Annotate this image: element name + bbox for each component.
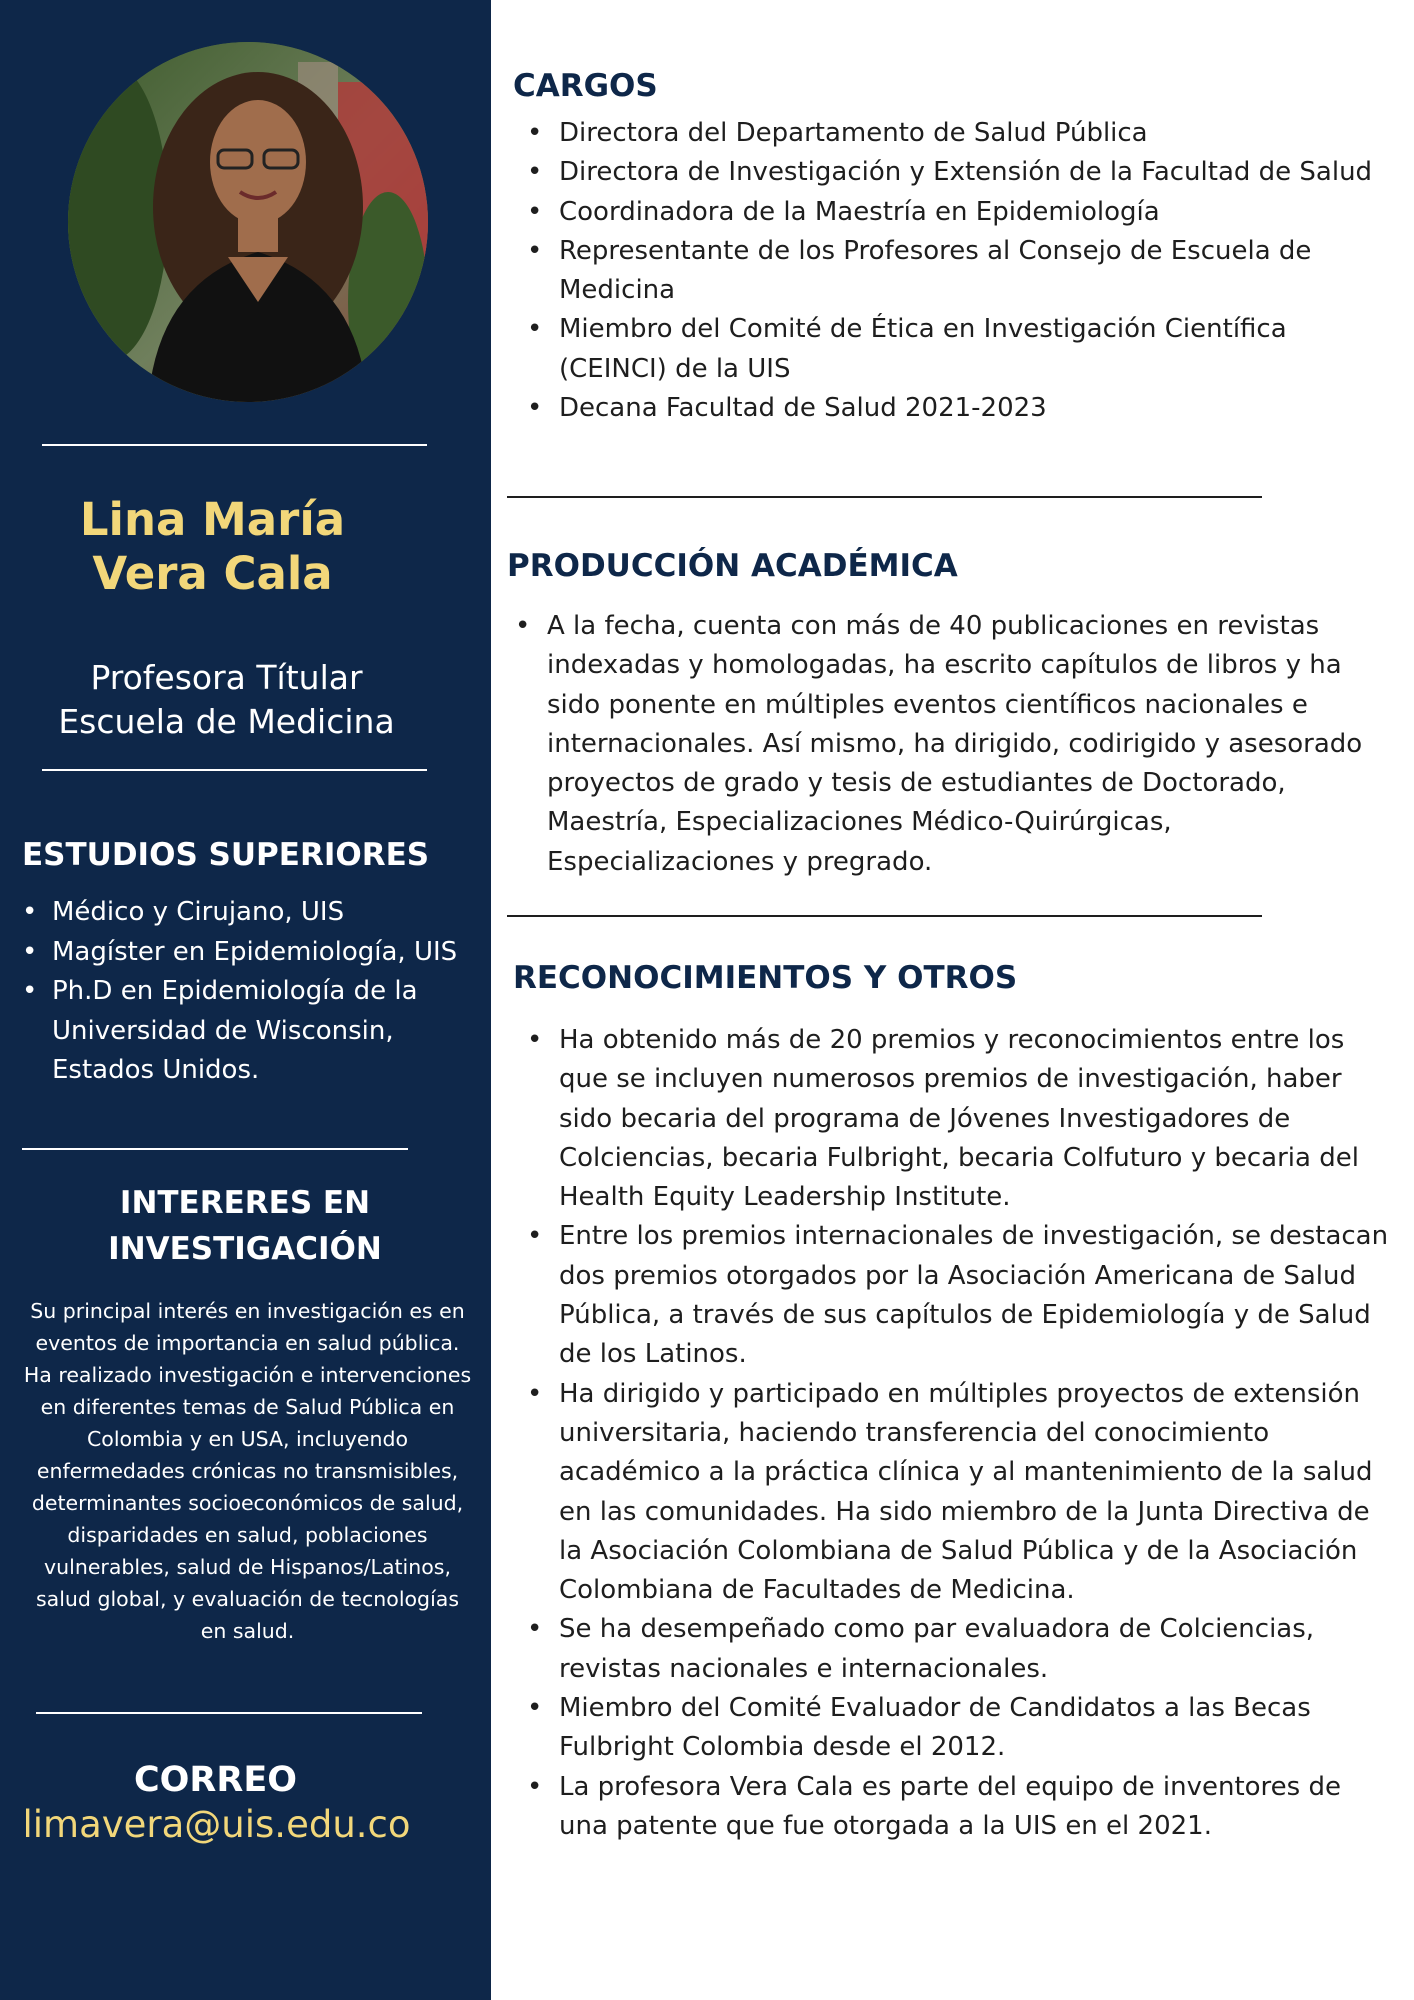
list-item: • Ha obtenido más de 20 premios y reconocimientos entre los que se incluyen numerosos premios de investigación, haber sido becaria del programa de Jóvenes Investigadores de Colciencias, becaria Fulbright, becaria Colfuturo y becaria del Health Equity Leadership Institute.	[513, 1021, 1393, 1217]
list-item: • Entre los premios internacionales de investigación, se destacan dos premios otorgados por la Asociación Americana de Salud Pública, a través de sus capítulos de Epidemiología y de Salud de los Latinos.	[513, 1217, 1393, 1374]
sidebar	[0, 0, 491, 2000]
interests-heading	[0, 1180, 490, 1272]
divider	[36, 1712, 422, 1714]
divider	[42, 444, 427, 446]
list-item: • Miembro del Comité Evaluador de Candidatos a las Becas Fulbright Colombia desde el 2012.	[513, 1689, 1393, 1768]
list-item: • Ph.D en Epidemiología de la Universidad de Wisconsin, Estados Unidos.	[22, 972, 462, 1091]
interests-heading-line-2: INVESTIGACIÓN	[108, 1231, 382, 1267]
reconocimientos-list	[513, 1021, 1393, 1846]
interests-text: Su principal interés en investigación es en eventos de importancia en salud pública. Ha realizado investigación e intervenciones en diferentes temas de Salud Pública en Colombia y en USA, incluyendo enfermedades crónicas no transmisibles, determinantes socioeconómicos de salud, disparidades en salud, poblaciones vulnerables, salud de Hispanos/Latinos, salud global, y evaluación de tecnologías en salud.	[23, 1299, 472, 1643]
contact-email[interactable]: limavera@uis.edu.co	[22, 1803, 411, 1846]
list-item: • Se ha desempeñado como par evaluadora de Colciencias, revistas nacionales e internacionales.	[513, 1610, 1393, 1689]
person-role	[0, 656, 453, 744]
divider	[42, 769, 427, 771]
contact-heading: CORREO	[133, 1760, 297, 1800]
list-item: • Directora de Investigación y Extensión de la Facultad de Salud	[513, 153, 1393, 192]
person-name	[0, 493, 425, 601]
divider	[507, 915, 1262, 917]
list-item: • Representante de los Profesores al Consejo de Escuela de Medicina	[513, 232, 1393, 311]
role-line-2: Escuela de Medicina	[58, 702, 395, 741]
cargos-heading: CARGOS	[513, 68, 658, 104]
list-item: • Miembro del Comité de Ética en Investigación Científica (CEINCI) de la UIS	[513, 310, 1393, 389]
list-item: • A la fecha, cuenta con más de 40 publicaciones en revistas indexadas y homologadas, ha escrito capítulos de libros y ha sido ponente en múltiples eventos científicos nacionales e internacionales. Así mismo, ha dirigido, codirigido y asesorado proyectos de grado y tesis de estudiantes de Doctorado, Maestría, Especializaciones Médico-Quirúrgicas, Especializaciones y pregrado.	[501, 607, 1381, 882]
divider	[507, 496, 1262, 498]
profile-photo	[68, 42, 428, 402]
main-content	[491, 0, 1414, 2000]
produccion-list	[501, 607, 1381, 882]
list-item: • Magíster en Epidemiología, UIS	[22, 933, 462, 973]
name-line-2: Vera Cala	[92, 547, 333, 600]
role-line-1: Profesora Títular	[90, 658, 363, 697]
reconocimientos-heading: RECONOCIMIENTOS Y OTROS	[513, 960, 1018, 996]
interests-heading-line-1: INTERERES EN	[119, 1185, 371, 1221]
profile-photo-image	[68, 42, 428, 402]
divider	[22, 1148, 408, 1150]
list-item: • Coordinadora de la Maestría en Epidemiología	[513, 193, 1393, 232]
studies-list	[22, 893, 462, 1091]
produccion-heading: PRODUCCIÓN ACADÉMICA	[507, 548, 958, 584]
list-item: • Ha dirigido y participado en múltiples proyectos de extensión universitaria, haciendo transferencia del conocimiento académico a la práctica clínica y al mantenimiento de la salud en las comunidades. Ha sido miembro de la Junta Directiva de la Asociación Colombiana de Salud Pública y de la Asociación Colombiana de Facultades de Medicina.	[513, 1375, 1393, 1611]
list-item: • Decana Facultad de Salud 2021-2023	[513, 389, 1393, 428]
list-item: • Médico y Cirujano, UIS	[22, 893, 462, 933]
list-item: • La profesora Vera Cala es parte del equipo de inventores de una patente que fue otorgada a la UIS en el 2021.	[513, 1768, 1393, 1847]
studies-heading: ESTUDIOS SUPERIORES	[22, 837, 430, 873]
cargos-list	[513, 114, 1393, 428]
list-item: • Directora del Departamento de Salud Pública	[513, 114, 1393, 153]
name-line-1: Lina María	[79, 493, 346, 546]
